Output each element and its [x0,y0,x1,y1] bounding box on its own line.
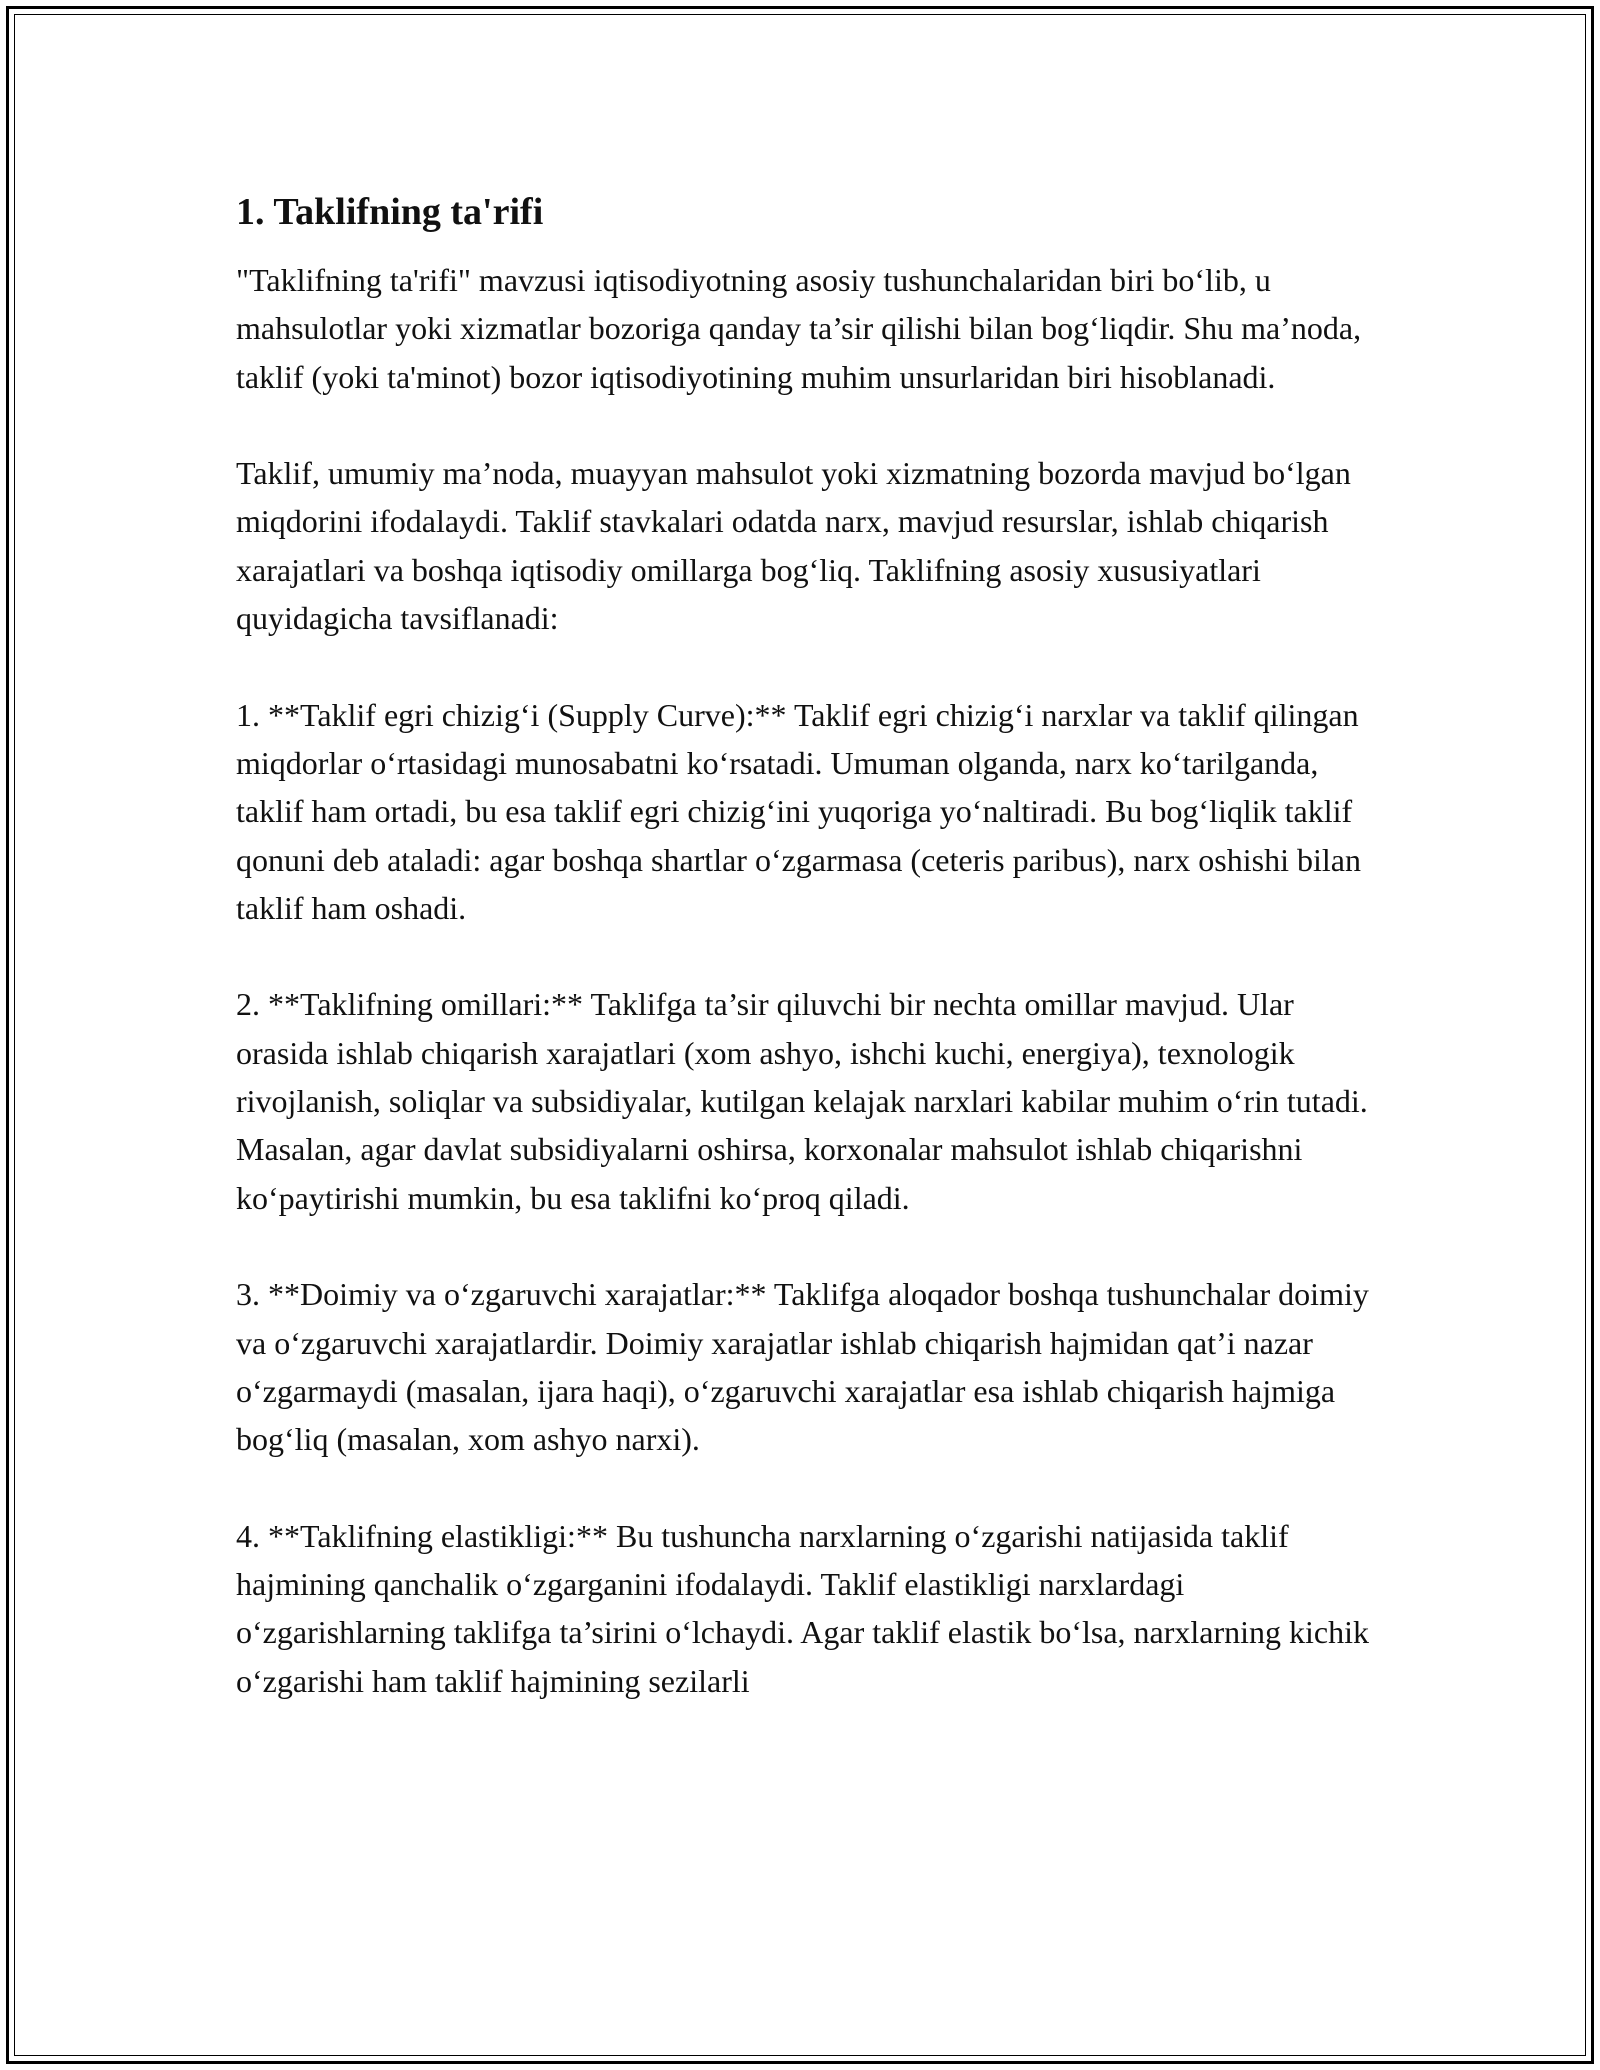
section-heading: 1. Taklifning ta'rifi [236,191,544,233]
paragraph-intro: "Taklifning ta'rifi" mavzusi iqtisodiyotning asosiy tushunchalaridan biri bo‘lib, u mahsulotlar yoki xizmatlar bozoriga qanday ta’sir qilishi bilan bog‘liqdir. Shu ma’noda, taklif (yoki ta'minot) bozor iqtisodiyotining muhim unsurlaridan biri hisoblanadi. [236,262,1362,395]
paragraph-supply-curve: 1. **Taklif egri chizig‘i (Supply Curve):** Taklif egri chizig‘i narxlar va taklif qilingan miqdorlar o‘rtasidagi munosabatni ko‘rsatadi. Umuman olganda, narx ko‘tarilganda, taklif ham ortadi, bu esa taklif egri chizig‘ini yuqoriga yo‘naltiradi. Bu bog‘liqlik taklif qonuni deb ataladi: agar boshqa shartlar o‘zgarmasa (ceteris paribus), narx oshishi bilan taklif ham oshadi. [236,696,1361,926]
paragraph-definition: Taklif, umumiy ma’noda, muayyan mahsulot yoki xizmatning bozorda mavjud bo‘lgan miqdorini ifodalaydi. Taklif stavkalari odatda narx, mavjud resurslar, ishlab chiqarish xarajatlari va boshqa iqtisodiy omillarga bog‘liq. Taklifning asosiy xususiyatlari quyidagicha tavsiflanadi: [236,455,1351,637]
document-content [236,188,1376,1705]
paragraph-supply-elasticity: 4. **Taklifning elastikligi:** Bu tushuncha narxlarning o‘zgarishi natijasida taklif hajmining qanchalik o‘zgarganini ifodalaydi. Taklif elastikligi narxlardagi o‘zgarishlarning taklifga ta’sirini o‘lchaydi. Agar taklif elastik bo‘lsa, narxlarning kichik o‘zgarishi ham taklif hajmining sezilarli [236,1517,1369,1699]
paragraph-fixed-variable-costs: 3. **Doimiy va o‘zgaruvchi xarajatlar:** Taklifga aloqador boshqa tushunchalar doimiy va o‘zgaruvchi xarajatlardir. Doimiy xarajatlar ishlab chiqarish hajmidan qat’i nazar o‘zgarmaydi (masalan, ijara haqi), o‘zgaruvchi xarajatlar esa ishlab chiqarish hajmiga bog‘liq (masalan, xom ashyo narxi). [236,1276,1369,1458]
paragraph-supply-factors: 2. **Taklifning omillari:** Taklifga ta’sir qiluvchi bir nechta omillar mavjud. Ular orasida ishlab chiqarish xarajatlari (xom ashyo, ishchi kuchi, energiya), texnologik rivojlanish, soliqlar va subsidiyalar, kutilgan kelajak narxlari kabilar muhim o‘rin tutadi. Masalan, agar davlat subsidiyalarni oshirsa, korxonalar mahsulot ishlab chiqarishni ko‘paytirishi mumkin, bu esa taklifni ko‘proq qiladi. [236,986,1368,1216]
